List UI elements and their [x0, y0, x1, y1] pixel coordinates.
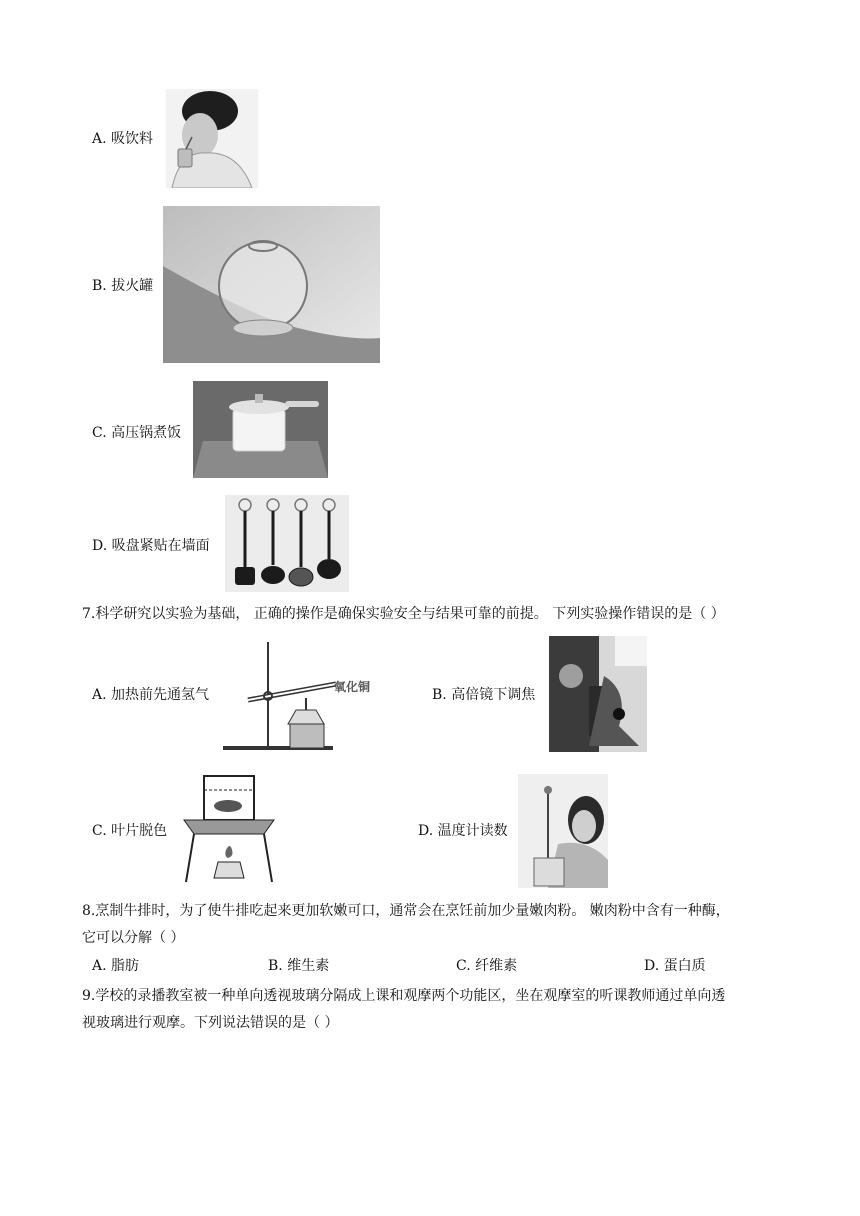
suction-hooks-photo: [225, 495, 349, 592]
copper-oxide-label: 氧化铜: [334, 680, 371, 694]
q8-option-c: C. 纤维素: [456, 958, 518, 974]
leaf-decolor-apparatus-diagram: [178, 770, 280, 888]
q7-option-b-label: B. 高倍镜下调焦: [432, 687, 536, 703]
q8-stem-line1: 8.烹制牛排时，为了使牛排吃起来更加软嫩可口，通常会在烹饪前加少量嫩肉粉。 嫩肉粉中含有一种酶，: [82, 903, 730, 919]
q8-option-a: A. 脂肪: [92, 958, 140, 974]
microscope-photo: [549, 636, 647, 752]
cupping-jar-photo: [163, 206, 380, 363]
person-drinking-photo: [166, 89, 258, 188]
q6-option-a-label: A. 吸饮料: [92, 131, 154, 147]
q9-stem-line2: 视玻璃进行观摩。下列说法错误的是（ ）: [82, 1015, 339, 1031]
q7-option-a-label: A. 加热前先通氢气: [92, 687, 210, 703]
q7-option-c-label: C. 叶片脱色: [92, 823, 168, 839]
q9-stem-line1: 9.学校的录播教室被一种单向透视玻璃分隔成上课和观摩两个功能区，坐在观摩室的听课教师通过单向透: [82, 988, 726, 1004]
q7-option-d-label: D. 温度计读数: [418, 823, 508, 839]
q8-stem-line2: 它可以分解（ ）: [82, 930, 185, 946]
pressure-cooker-photo: [193, 381, 328, 478]
thermometer-reading-photo: [518, 774, 608, 888]
q8-option-d: D. 蛋白质: [644, 958, 706, 974]
q6-option-d-label: D. 吸盘紧贴在墙面: [92, 538, 210, 554]
q7-stem: 7.科学研究以实验为基础， 正确的操作是确保实验安全与结果可靠的前提。 下列实验操作错误的是（ ）: [82, 606, 725, 622]
q8-option-b: B. 维生素: [268, 958, 330, 974]
hydrogen-apparatus-diagram: [218, 640, 380, 752]
q6-option-c-label: C. 高压锅煮饭: [92, 425, 182, 441]
q6-option-b-label: B. 拔火罐: [92, 278, 154, 294]
